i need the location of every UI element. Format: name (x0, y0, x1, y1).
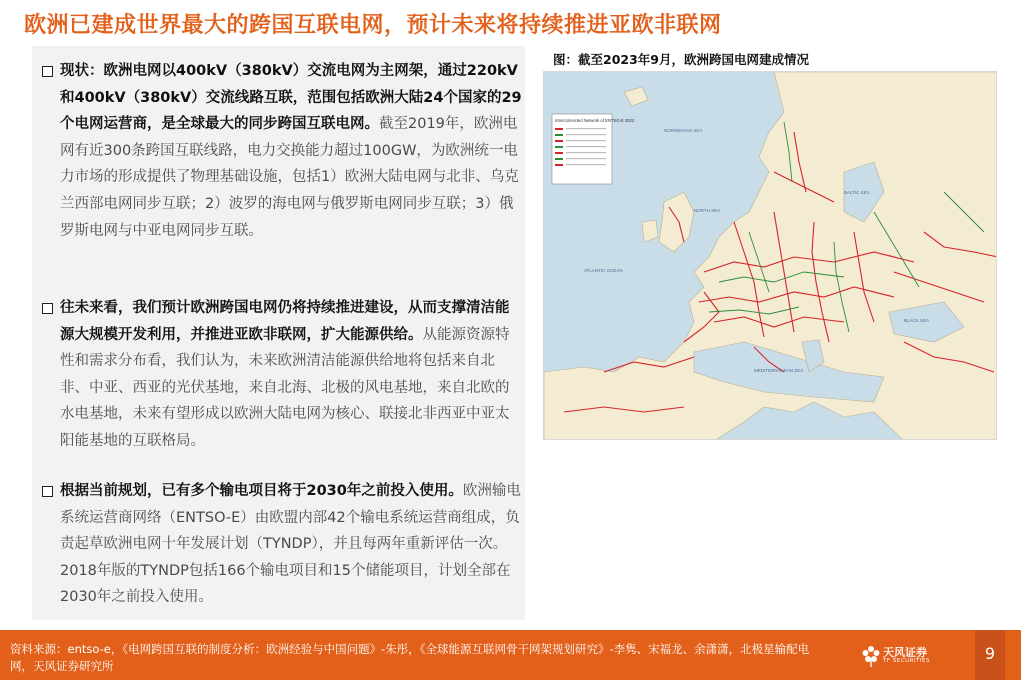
map-legend-box (552, 114, 612, 184)
map-legend-title: Interconnected Network of ENTSO-E 2023 (555, 118, 635, 123)
flower-logo-icon (861, 643, 881, 667)
legend-row-line (566, 158, 606, 159)
bullet-body-text: 截至2019年，欧洲电网有近300条跨国互联线路，电力交换能力超过100GW，为欧洲统一电力市场的形成提供了物理基础设施，包括1）欧洲大陆电网与北非、乌克兰西部电网同步互联；2）波罗的海电网与俄罗斯电网同步互联；3）俄罗斯电网与中亚电网同步互联。 (60, 116, 519, 239)
bullet-body-text: 欧洲输电系统运营商网络（ENTSO-E）由欧盟内部42个输电系统运营商组成，负责起草欧洲电网十年发展计划（TYNDP），并且每两年重新评估一次。2018年版的TYNDP包括166个输电项目和15个储能项目，计划全部在2030年之前投入使用。 (60, 483, 521, 606)
legend-row-line (566, 164, 606, 165)
legend-row-line (566, 152, 606, 153)
bullet-current-status (42, 58, 522, 244)
sea-label: BLACK SEA (904, 318, 930, 323)
checkbox-bullet-icon (42, 486, 53, 497)
europe-grid-map (543, 71, 997, 440)
legend-row-line (566, 134, 606, 135)
checkbox-bullet-icon (42, 303, 53, 314)
sea-label: NORTH SEA (694, 208, 721, 213)
sea-label: ATLANTIC OCEAN (584, 268, 623, 273)
sea-label: BALTIC SEA (844, 190, 870, 195)
tf-securities-logo (861, 643, 961, 669)
page-number: 9 (984, 644, 996, 663)
page-number-box (975, 630, 1005, 680)
text-panel (32, 46, 525, 620)
legend-swatch (555, 152, 563, 154)
bullet-bold-text: 现状：欧洲电网以400kV（380kV）交流电网为主网架，通过220kV和400kV（380kV）交流线路互联，范围包括欧洲大陆24个国家的29个电网运营商，是全球最大的同步跨国互联电网。 (60, 63, 522, 133)
bullet-body-text: 从能源资源特性和需求分布看，我们认为，未来欧洲清洁能源供给地将包括来自北非、中亚、西亚的光伏基地，来自北海、北极的风电基地，来自北欧的水电基地，未来有望形成以欧洲大陆电网为核心、联接北非西亚中亚太阳能基地的互联格局。 (60, 326, 510, 449)
page-title: 欧洲已建成世界最大的跨国互联电网，预计未来将持续推进亚欧非联网 (24, 13, 722, 38)
sea-label: NORWEGIAN SEA (664, 128, 703, 133)
source-note: 资料来源：entso-e，《电网跨国互联的制度分析：欧洲经验与中国问题》-朱彤，《全球能源互联网骨干网架规划研究》-李隽、宋福龙、余潇潇，北极星输配电网，天风证券研究所 (10, 642, 810, 673)
legend-row-line (566, 140, 606, 141)
bullet-bold-text: 往未来看，我们预计欧洲跨国电网仍将持续推进建设，从而支撑清洁能源大规模开发利用，并推进亚欧非联网，扩大能源供给。 (60, 300, 510, 343)
logo-text: 天风证券 (883, 646, 927, 659)
sea-label: MEDITERRANEAN SEA (754, 368, 804, 373)
bullet-future-outlook (42, 295, 522, 455)
legend-swatch (555, 164, 563, 166)
legend-swatch (555, 128, 563, 130)
map-caption: 图：截至2023年9月，欧洲跨国电网建成情况 (553, 52, 809, 67)
bullet-current-plan (42, 478, 522, 611)
checkbox-bullet-icon (42, 66, 53, 77)
legend-swatch (555, 134, 563, 136)
map-graphic (544, 72, 997, 440)
legend-swatch (555, 140, 563, 142)
legend-row-line (566, 146, 606, 147)
legend-row-line (566, 128, 606, 129)
footer-bar (0, 630, 1021, 680)
legend-swatch (555, 146, 563, 148)
bullet-bold-text: 根据当前规划，已有多个输电项目将于2030年之前投入使用。 (60, 483, 463, 499)
logo-subtext: TF SECURITIES (883, 658, 930, 664)
legend-swatch (555, 158, 563, 160)
